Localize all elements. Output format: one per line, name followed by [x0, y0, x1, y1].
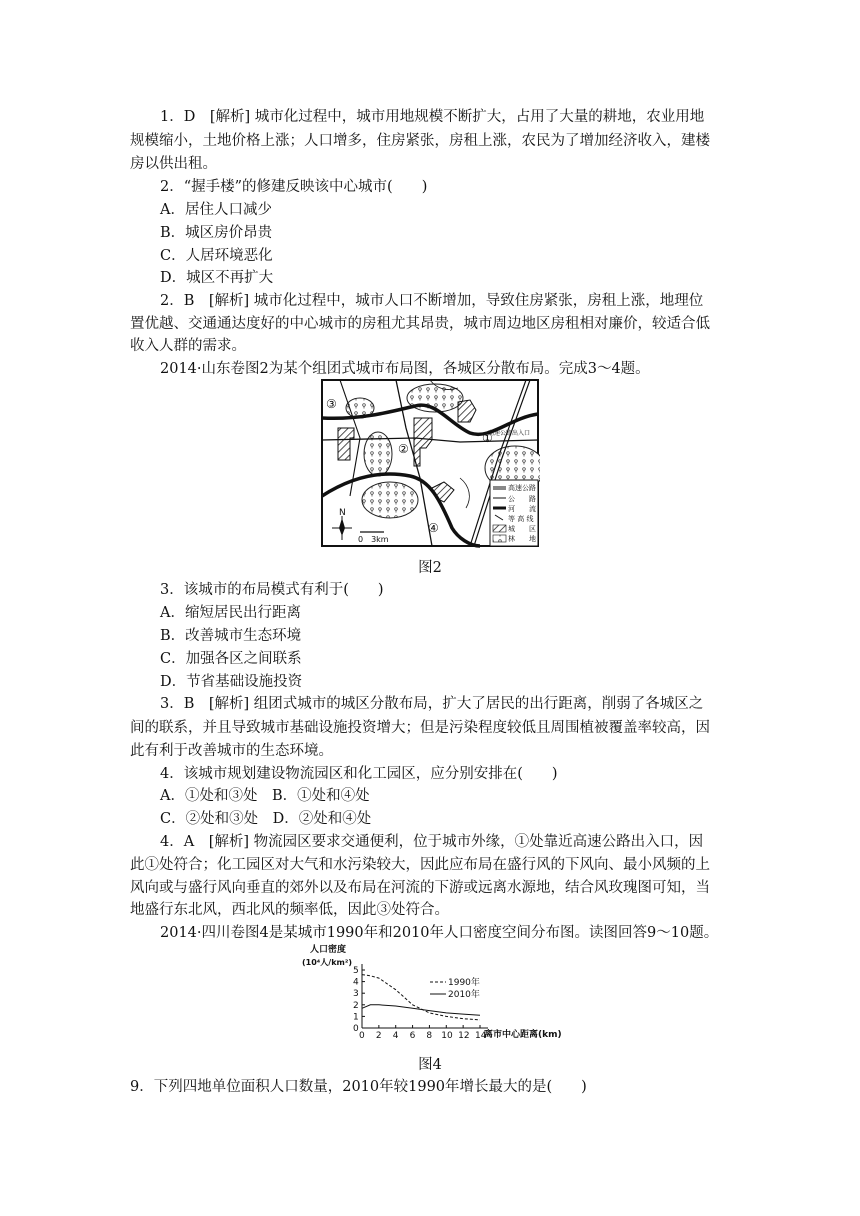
- text-line: 2．B [解析] 城市化过程中，城市人口不断增加，导致住房紧张，房租上涨，地理位: [160, 293, 704, 309]
- text-line: 此①处符合；化工园区对大气和水污染较大，因此应布局在盛行风的下风向、最小风频的上: [130, 857, 710, 873]
- question-4-stem: 4．该城市规划建设物流园区和化工园区，应分别安排在( ): [160, 766, 558, 782]
- text-line: 3．B [解析] 组团式城市的城区分散布局，扩大了居民的出行距离，削弱了各城区之: [160, 696, 704, 712]
- series-line-2010年: [362, 1005, 480, 1015]
- option-b: B．改善城市生态环境: [160, 628, 302, 644]
- y-tick-label: 1: [353, 1012, 359, 1023]
- text-line: 此有利于改善城市的生态环境。: [130, 743, 333, 759]
- x-tick-label: 12: [458, 1031, 470, 1041]
- legend-road: 公 路: [508, 495, 536, 503]
- option-c: C．加强各区之间联系: [160, 651, 302, 667]
- expressway-exit-label: 高速公路出入口: [488, 430, 531, 437]
- x-tick-label: 14: [475, 1031, 487, 1041]
- figure-4-caption: 图4: [418, 1057, 442, 1073]
- x-tick-label: 0: [359, 1031, 365, 1041]
- city-layout-map: [320, 378, 540, 548]
- x-axis-label: 离市中心距离(km): [484, 1030, 562, 1040]
- location-2-label: ②: [398, 442, 409, 456]
- x-tick-label: 10: [441, 1031, 453, 1041]
- svg-text:N: N: [339, 508, 346, 518]
- question-3-stem: 3．该城市的布局模式有利于( ): [160, 582, 384, 598]
- legend-river: 河 流: [508, 505, 536, 513]
- option-d: D．城区不再扩大: [160, 270, 274, 286]
- options-ab: A．①处和③处 B．①处和④处: [160, 788, 370, 804]
- forest-area: [362, 482, 418, 518]
- legend-urban: 城 区: [508, 525, 536, 533]
- question-9-stem: 9．下列四地单位面积人口数量，2010年较1990年增长最大的是( ): [130, 1079, 587, 1095]
- text-line: 置优越、交通通达度好的中心城市的房租尤其昂贵，城市周边地区房租相对廉价，较适合低: [130, 316, 710, 332]
- section-intro: 2014·山东卷图2为某个组团式城市布局图，各城区分散布局。完成3～4题。: [160, 361, 650, 377]
- legend-expressway: 高速公路: [508, 484, 536, 492]
- legend-forest: 林 地: [508, 535, 536, 543]
- x-tick-label: 8: [426, 1031, 433, 1041]
- x-tick-label: 2: [375, 1031, 382, 1041]
- options-cd: C．②处和③处 D．②处和④处: [160, 811, 372, 827]
- text-line: 收入人群的需求。: [130, 338, 246, 354]
- y-tick-label: 2: [353, 1000, 359, 1011]
- legend-contour: 等 高 线: [508, 515, 534, 523]
- y-tick-label: 0: [353, 1024, 359, 1034]
- option-c: C．人居环境恶化: [160, 248, 273, 264]
- y-axis-unit: (10⁴人/km²): [302, 958, 353, 967]
- location-1-label: ①: [482, 431, 493, 445]
- population-density-chart: [300, 940, 600, 1050]
- option-d: D．节省基础设施投资: [160, 674, 303, 690]
- question-2-stem: 2．“握手楼”的修建反映该中心城市( ): [160, 179, 428, 195]
- text-line: 4．A [解析] 物流园区要求交通便利，位于城市外缘，①处靠近高速公路出入口，因: [160, 834, 704, 850]
- location-3-label: ③: [326, 397, 337, 411]
- legend-2010: 2010年: [448, 990, 480, 1000]
- section-intro: 2014·四川卷图4是某城市1990年和2010年人口密度空间分布图。读图回答9～10题。: [160, 925, 719, 941]
- text-line: 房以供出租。: [130, 156, 217, 172]
- y-axis-label: 人口密度: [310, 945, 347, 955]
- legend-1990: 1990年: [448, 978, 480, 988]
- location-4-label: ④: [428, 521, 439, 535]
- text-line: 风向或与盛行风向垂直的郊外以及布局在河流的下游或远离水源地，结合风玫瑰图可知，当: [130, 880, 710, 896]
- text-line: 间的联系，并且导致城市基础设施投资增大；但是污染程度较低且周围植被覆盖率较高，因: [130, 720, 710, 736]
- option-a: A．居住人口减少: [160, 202, 272, 218]
- text-line: 规模缩小，土地价格上涨；人口增多，住房紧张，房租上涨，农民为了增加经济收入，建楼: [130, 133, 710, 149]
- scale-label: 0 3km: [358, 535, 389, 544]
- y-tick-label: 3: [353, 989, 359, 1000]
- option-b: B．城区房价昂贵: [160, 225, 273, 241]
- x-tick-label: 6: [409, 1031, 416, 1041]
- text-line: 1．D [解析] 城市化过程中，城市用地规模不断扩大，占用了大量的耕地，农业用地: [160, 109, 705, 125]
- y-tick-label: 5: [353, 966, 359, 976]
- option-a: A．缩短居民出行距离: [160, 605, 301, 621]
- y-tick-label: 4: [353, 977, 359, 988]
- figure-2-caption: 图2: [418, 560, 442, 576]
- text-line: 地盛行东北风，西北风的频率低，因此③处符合。: [130, 902, 449, 918]
- x-tick-label: 4: [392, 1031, 399, 1041]
